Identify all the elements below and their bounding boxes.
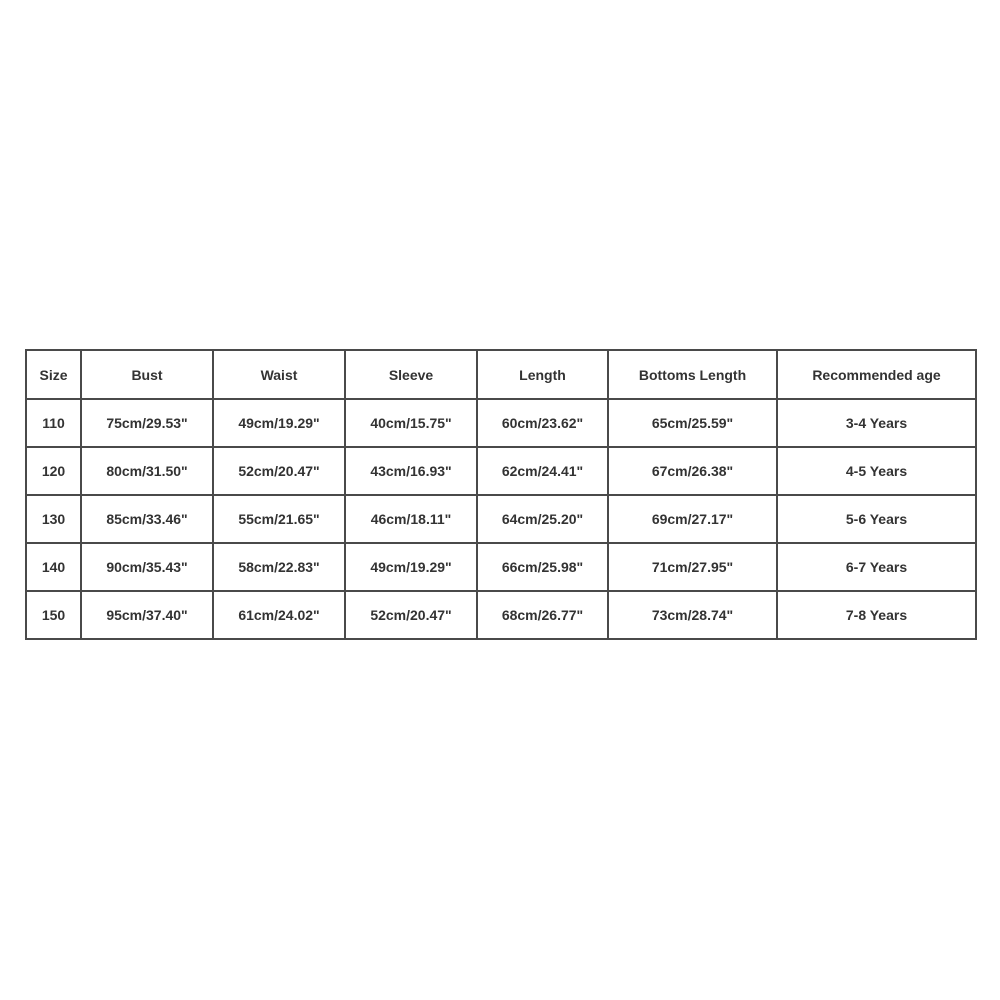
- header-sleeve: Sleeve: [345, 350, 477, 399]
- cell-size: 120: [26, 447, 81, 495]
- header-length: Length: [477, 350, 608, 399]
- size-chart-table: [25, 349, 977, 640]
- cell-recommended-age: 4-5 Years: [777, 447, 976, 495]
- cell-size: 130: [26, 495, 81, 543]
- cell-length: 64cm/25.20": [477, 495, 608, 543]
- cell-recommended-age: 5-6 Years: [777, 495, 976, 543]
- header-row: [26, 350, 976, 399]
- cell-bust: 95cm/37.40": [81, 591, 213, 639]
- cell-sleeve: 43cm/16.93": [345, 447, 477, 495]
- table-row: [26, 399, 976, 447]
- cell-bust: 90cm/35.43": [81, 543, 213, 591]
- table-row: [26, 543, 976, 591]
- cell-bottoms-length: 65cm/25.59": [608, 399, 777, 447]
- cell-waist: 49cm/19.29": [213, 399, 345, 447]
- cell-length: 62cm/24.41": [477, 447, 608, 495]
- header-waist: Waist: [213, 350, 345, 399]
- cell-recommended-age: 7-8 Years: [777, 591, 976, 639]
- table-row: [26, 495, 976, 543]
- header-size: Size: [26, 350, 81, 399]
- cell-sleeve: 46cm/18.11": [345, 495, 477, 543]
- cell-bottoms-length: 67cm/26.38": [608, 447, 777, 495]
- header-bottoms-length: Bottoms Length: [608, 350, 777, 399]
- cell-bottoms-length: 71cm/27.95": [608, 543, 777, 591]
- cell-length: 66cm/25.98": [477, 543, 608, 591]
- table-row: [26, 591, 976, 639]
- cell-recommended-age: 6-7 Years: [777, 543, 976, 591]
- cell-sleeve: 49cm/19.29": [345, 543, 477, 591]
- cell-waist: 58cm/22.83": [213, 543, 345, 591]
- cell-waist: 61cm/24.02": [213, 591, 345, 639]
- cell-bottoms-length: 73cm/28.74": [608, 591, 777, 639]
- cell-size: 140: [26, 543, 81, 591]
- cell-size: 150: [26, 591, 81, 639]
- cell-waist: 52cm/20.47": [213, 447, 345, 495]
- cell-waist: 55cm/21.65": [213, 495, 345, 543]
- table-row: [26, 447, 976, 495]
- cell-sleeve: 40cm/15.75": [345, 399, 477, 447]
- cell-length: 68cm/26.77": [477, 591, 608, 639]
- cell-bust: 85cm/33.46": [81, 495, 213, 543]
- header-recommended-age: Recommended age: [777, 350, 976, 399]
- cell-bust: 75cm/29.53": [81, 399, 213, 447]
- cell-length: 60cm/23.62": [477, 399, 608, 447]
- cell-size: 110: [26, 399, 81, 447]
- cell-bottoms-length: 69cm/27.17": [608, 495, 777, 543]
- cell-sleeve: 52cm/20.47": [345, 591, 477, 639]
- cell-bust: 80cm/31.50": [81, 447, 213, 495]
- cell-recommended-age: 3-4 Years: [777, 399, 976, 447]
- header-bust: Bust: [81, 350, 213, 399]
